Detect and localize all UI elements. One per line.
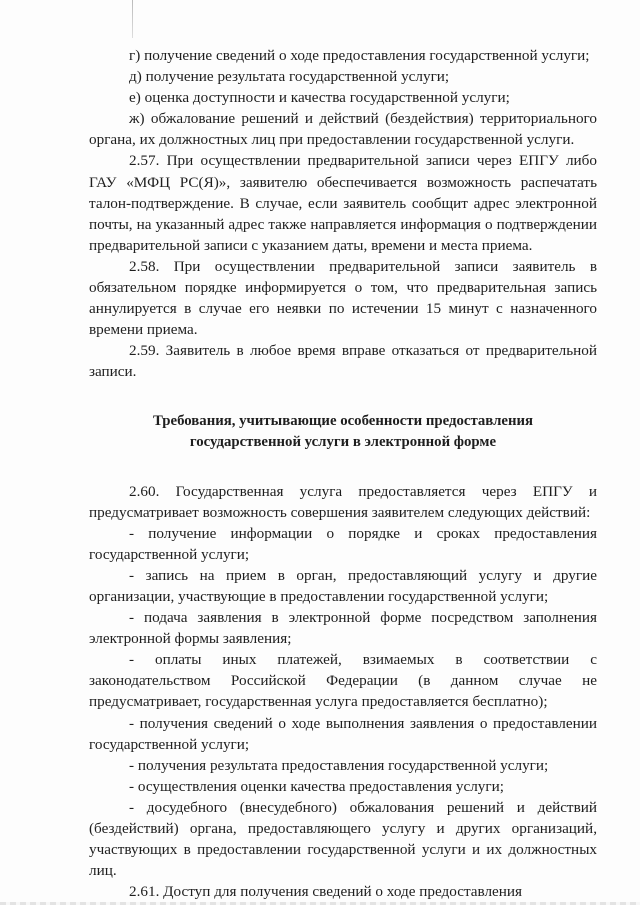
list-item-g: г) получение сведений о ходе предоставления государственной услуги; xyxy=(129,47,590,64)
paragraph-2-58: 2.58. При осуществлении предварительной записи заявитель в обязательном порядке информируется о том, что предварительная запись аннулируется в случае его неявки по истечении 15 минут с назначенного времени приема. xyxy=(89,257,597,339)
bullet-quality: - осуществления оценки качества предоставления услуги; xyxy=(129,777,504,795)
scan-artifact-line xyxy=(132,0,133,38)
list-item-d: д) получение результата государственной услуги; xyxy=(129,68,450,86)
paragraph-2-59: 2.59. Заявитель в любое время вправе отказаться от предварительной записи. xyxy=(89,342,597,381)
paragraph-2-57: 2.57. При осуществлении предварительной записи через ЕПГУ либо ГАУ «МФЦ РС(Я)», заявителю обеспечивается возможность распечатать талон-подтверждение. В случае, если заявитель сообщит адрес электронной почты, на указанный адрес также направляется информация о подтверждении предварительной записи с указанием даты, времени и места приема. xyxy=(89,152,597,254)
bullet-status: - получения сведений о ходе выполнения заявления о предоставлении государственной услуги; xyxy=(89,714,597,753)
section-heading-line-1: Требования, учитывающие особенности предоставления xyxy=(152,412,534,429)
paragraph-2-61: 2.61. Доступ для получения сведений о ходе предоставления xyxy=(129,883,523,901)
bullet-payments: - оплаты иных платежей, взимаемых в соответствии с законодательством Российской Федерации (в данном случае не предусматривает, государственная услуга предоставляется бесплатно); xyxy=(89,651,597,711)
list-item-e: е) оценка доступности и качества государственной услуги; xyxy=(129,89,510,107)
section-heading xyxy=(89,411,597,453)
bullet-application: - подача заявления в электронной форме посредством заполнения электронной формы заявления; xyxy=(89,609,597,648)
document-body xyxy=(89,45,597,902)
bullet-appeal: - досудебного (внесудебного) обжалования решений и действий (бездействий) органа, предоставляющего услугу и других организаций, участвующих в предоставлении государственной услуги и их должностных лиц. xyxy=(89,798,597,880)
bullet-appointment: - запись на прием в орган, предоставляющий услугу и другие организации, участвующие в предоставлении государственной услуги; xyxy=(89,566,597,605)
bullet-result: - получения результата предоставления государственной услуги; xyxy=(129,756,549,774)
paragraph-2-60: 2.60. Государственная услуга предоставляется через ЕПГУ и предусматривает возможность совершения заявителем следующих действий: xyxy=(89,482,597,521)
list-item-zh: ж) обжалование решений и действий (бездействия) территориального органа, их должностных лиц при предоставлении государственной услуги. xyxy=(89,110,597,149)
bullet-info: - получение информации о порядке и сроках предоставления государственной услуги; xyxy=(89,524,597,563)
section-heading-line-2: государственной услуги в электронной форме xyxy=(189,433,497,450)
